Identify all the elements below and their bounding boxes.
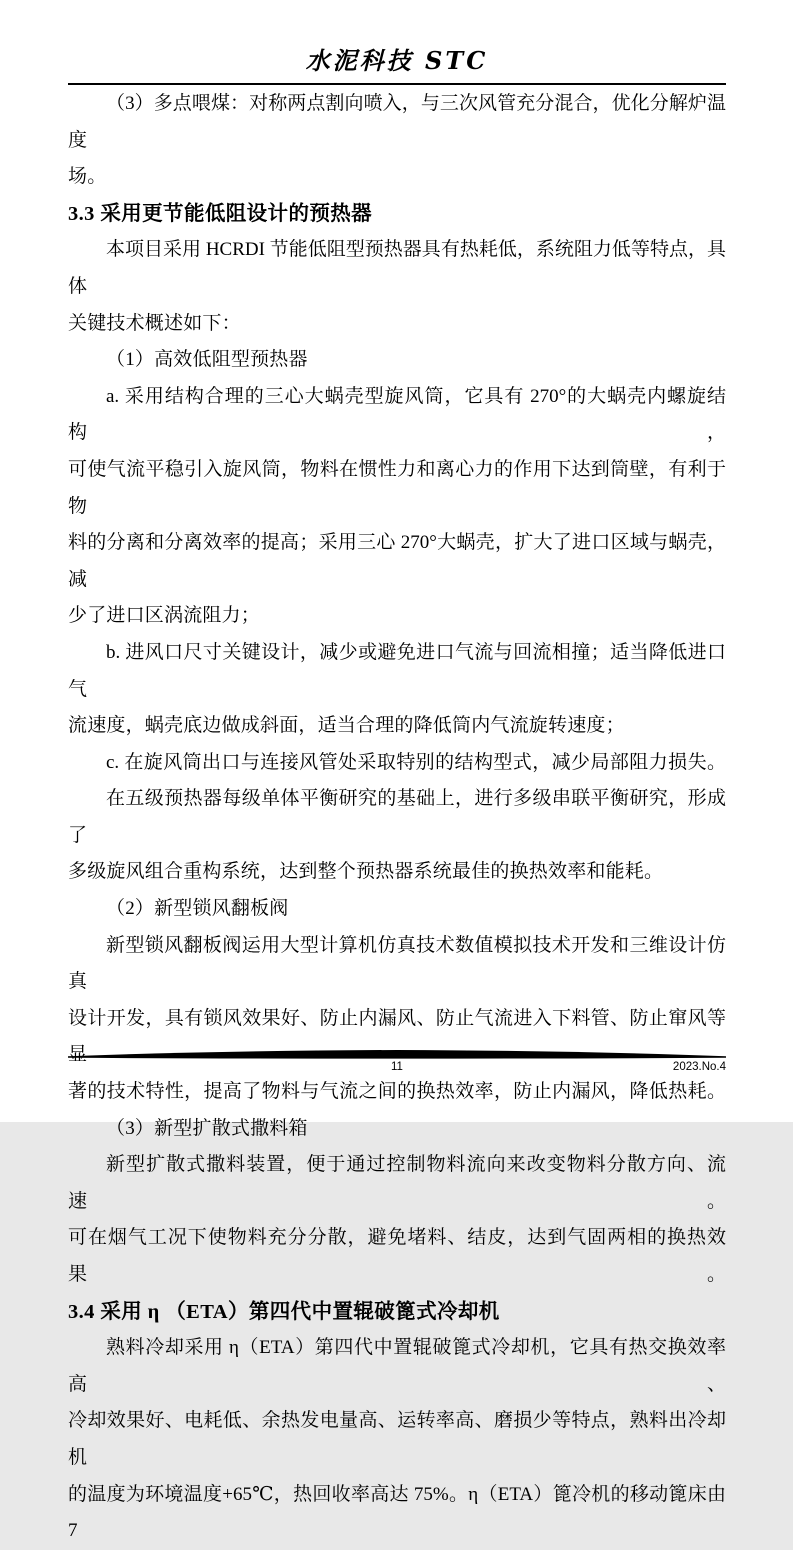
text-line: 可在烟气工况下使物料充分分散，避免堵料、结皮，达到气固两相的换热效果。	[68, 1227, 726, 1285]
page-header	[68, 0, 726, 85]
text-line: 少了进口区涡流阻力；	[68, 605, 261, 627]
text-line: a. 采用结构合理的三心大蜗壳型旋风筒，它具有 270°的大蜗壳内螺旋结构，	[68, 385, 726, 444]
text-line: 熟料冷却采用 η（ETA）第四代中置辊破篦式冷却机，它具有热交换效率高、	[68, 1337, 726, 1395]
text-line: 关键技术概述如下：	[68, 312, 241, 334]
text-line: 本项目采用 HCRDI 节能低阻型预热器具有热耗低，系统阻力低等特点，具体	[68, 239, 726, 297]
text-line: （3）新型扩散式撒料箱	[106, 1117, 308, 1139]
text-line: 多级旋风组合重构系统，达到整个预热器系统最佳的换热效率和能耗。	[68, 861, 664, 883]
text-line: 著的技术特性，提高了物料与气流之间的换热效率，防止内漏风，降低热耗。	[68, 1081, 726, 1103]
header-rule	[68, 83, 726, 85]
text-line: （2）新型锁风翻板阀	[106, 898, 289, 920]
text-line: 设计开发，具有锁风效果好、防止内漏风、防止气流进入下料管、防止窜风等显	[68, 1007, 726, 1066]
text-line: 新型锁风翻板阀运用大型计算机仿真技术数值模拟技术开发和三维设计仿真	[68, 934, 726, 993]
page-footer	[68, 1059, 726, 1079]
issue-number: 2023.No.4	[672, 1061, 726, 1073]
text-line: 新型扩散式撒料装置，便于通过控制物料流向来改变物料分散方向、流速。	[68, 1154, 726, 1212]
page-number: 11	[391, 1061, 403, 1073]
journal-title: 水泥科技 STC	[305, 46, 489, 75]
text-line: 冷却效果好、电耗低、余热发电量高、运转率高、磨损少等特点，熟料出冷却机	[68, 1410, 726, 1468]
text-line: 的温度为环境温度+65℃，热回收率高达 75%。η（ETA）篦冷机的移动篦床由 7	[68, 1483, 726, 1542]
text-line: 流速度，蜗壳底边做成斜面，适当合理的降低筒内气流旋转速度；	[68, 715, 625, 737]
document-body	[68, 86, 726, 1550]
text-line: （3）多点喂煤：对称两点割向喷入，与三次风管充分混合，优化分解炉温度	[68, 93, 726, 151]
text-line: 在五级预热器每级单体平衡研究的基础上，进行多级串联平衡研究，形成了	[68, 788, 726, 846]
footer-bar	[68, 1047, 726, 1058]
text-line: 可使气流平稳引入旋风筒，物料在惯性力和离心力的作用下达到筒壁，有利于物	[68, 458, 726, 517]
text-line: 料的分离和分离效率的提高；采用三心 270°大蜗壳，扩大了进口区域与蜗壳，减	[68, 532, 726, 590]
text-line: c. 在旋风筒出口与连接风管处采取特别的结构型式，减少局部阻力损失。	[106, 751, 726, 773]
text-line: （1）高效低阻型预热器	[106, 349, 308, 371]
section-heading: 3.4 采用 η （ETA）第四代中置辊破篦式冷却机	[68, 1300, 500, 1323]
section-heading: 3.3 采用更节能低阻设计的预热器	[68, 202, 373, 225]
text-line: b. 进风口尺寸关键设计，减少或避免进口气流与回流相撞；适当降低进口气	[68, 641, 726, 700]
text-line: 场。	[68, 166, 107, 188]
